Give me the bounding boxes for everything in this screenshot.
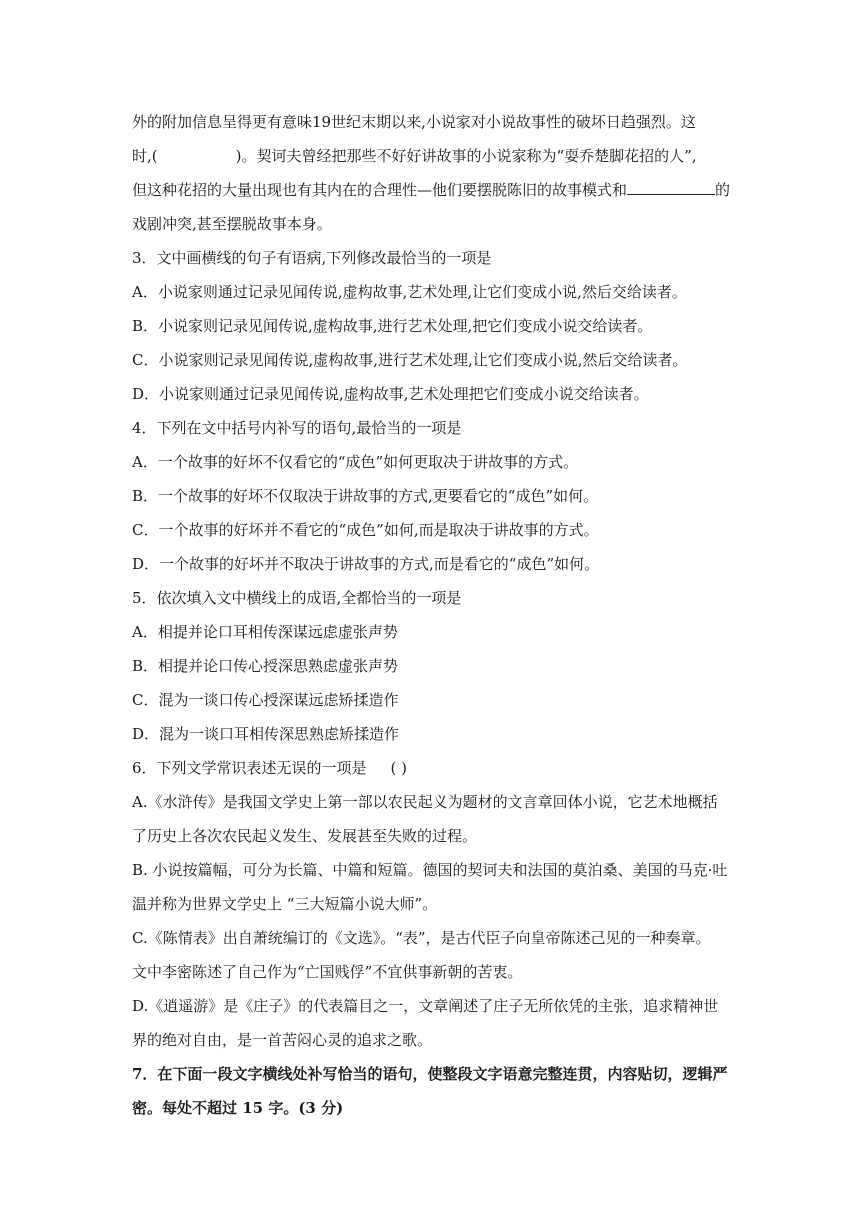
q6-option-b-cont: 温并称为世界文学史上 “三大短篇小说大师”。 [132,895,438,913]
q4-option-c: C．一个故事的好坏并不看它的“成色”如何,而是取决于讲故事的方式。 [132,521,599,539]
q6-option-d-cont: 界的绝对自由，是一首苦闷心灵的追求之歌。 [132,1031,433,1049]
question-5-stem: 5．依次填入文中横线上的成语,全都恰当的一项是 [132,589,462,607]
q6-option-a: A.《水浒传》是我国文学史上第一部以农民起义为题材的文言章回体小说，它艺术地概括 [132,793,718,811]
q4-option-d: D．一个故事的好坏并不取决于讲故事的方式,而是看它的“成色”如何。 [132,555,600,573]
passage-line [132,180,732,200]
fill-in-blank [627,180,715,195]
q6-option-c-cont: 文中李密陈述了自己作为“亡国贱俘”不宜供事新朝的苦衷。 [132,963,523,981]
q3-option-c: C．小说家则记录见闻传说,虚构故事,进行艺术处理,让它们变成小说,然后交给读者。 [132,351,688,369]
passage-line: 戏剧冲突,甚至摆脱故事本身。 [132,215,332,233]
q6-option-d: D.《逍遥游》是《庄子》的代表篇目之一，文章阐述了庄子无所依凭的主张，追求精神世 [132,997,719,1015]
q5-option-c: C．混为一谈口传心授深谋远虑矫揉造作 [132,691,399,709]
question-7-stem-cont: 密。每处不超过 15 字。(3 分) [132,1099,344,1117]
q5-option-a: A．相提并论口耳相传深谋远虑虚张声势 [132,623,398,641]
answer-paren: ( ) [390,759,408,777]
q5-option-d: D．混为一谈口耳相传深思熟虑矫揉造作 [132,725,400,743]
q3-option-a: A．小说家则通过记录见闻传说,虚构故事,艺术处理,让它们变成小说,然后交给读者。 [132,283,687,301]
passage-line [132,146,732,166]
question-4-stem: 4．下列在文中括号内补写的语句,最恰当的一项是 [132,419,462,437]
question-7-stem: 7．在下面一段文字横线处补写恰当的语句，使整段文字语意完整连贯，内容贴切，逻辑严 [132,1065,728,1083]
q6-option-a-cont: 了历史上各次农民起义发生、发展甚至失败的过程。 [132,827,478,845]
passage-text: 但这种花招的大量出现也有其内在的合理性—他们要摆脱陈旧的故事模式和 [132,181,628,199]
q6-option-c: C.《陈情表》出自萧统编订的《文选》。“表”，是古代臣子向皇帝陈述己见的一种奏章。 [132,929,711,947]
passage-text: )。契诃夫曾经把那些不好好讲故事的小说家称为“耍乔楚脚花招的人”, [235,147,697,165]
q4-option-a: A．一个故事的好坏不仅看它的“成色”如何更取决于讲故事的方式。 [132,453,579,471]
q6-stem-text: 6．下列文学常识表述无误的一项是 [132,759,367,777]
passage-text: 的 [715,181,731,199]
q4-option-b: B．一个故事的好坏不仅取决于讲故事的方式,更要看它的“成色”如何。 [132,487,599,505]
q6-option-b: B. 小说按篇幅，可分为长篇、中篇和短篇。德国的契诃夫和法国的莫泊桑、美国的马克·吐 [132,861,728,879]
passage-line: 外的附加信息呈得更有意味19世纪末期以来,小说家对小说故事性的破坏日趋强烈。这 [132,113,696,131]
passage-text: 时,( [132,147,158,165]
q5-option-b: B．相提并论口传心授深思熟虑虚张声势 [132,657,399,675]
question-6-stem [132,758,732,778]
question-3-stem: 3．文中画横线的句子有语病,下列修改最恰当的一项是 [132,249,492,267]
q3-option-d: D．小说家则通过记录见闻传说,虚构故事,艺术处理把它们变成小说交给读者。 [132,385,649,403]
q3-option-b: B．小说家则记录见闻传说,虚构故事,进行艺术处理,把它们变成小说交给读者。 [132,317,653,335]
